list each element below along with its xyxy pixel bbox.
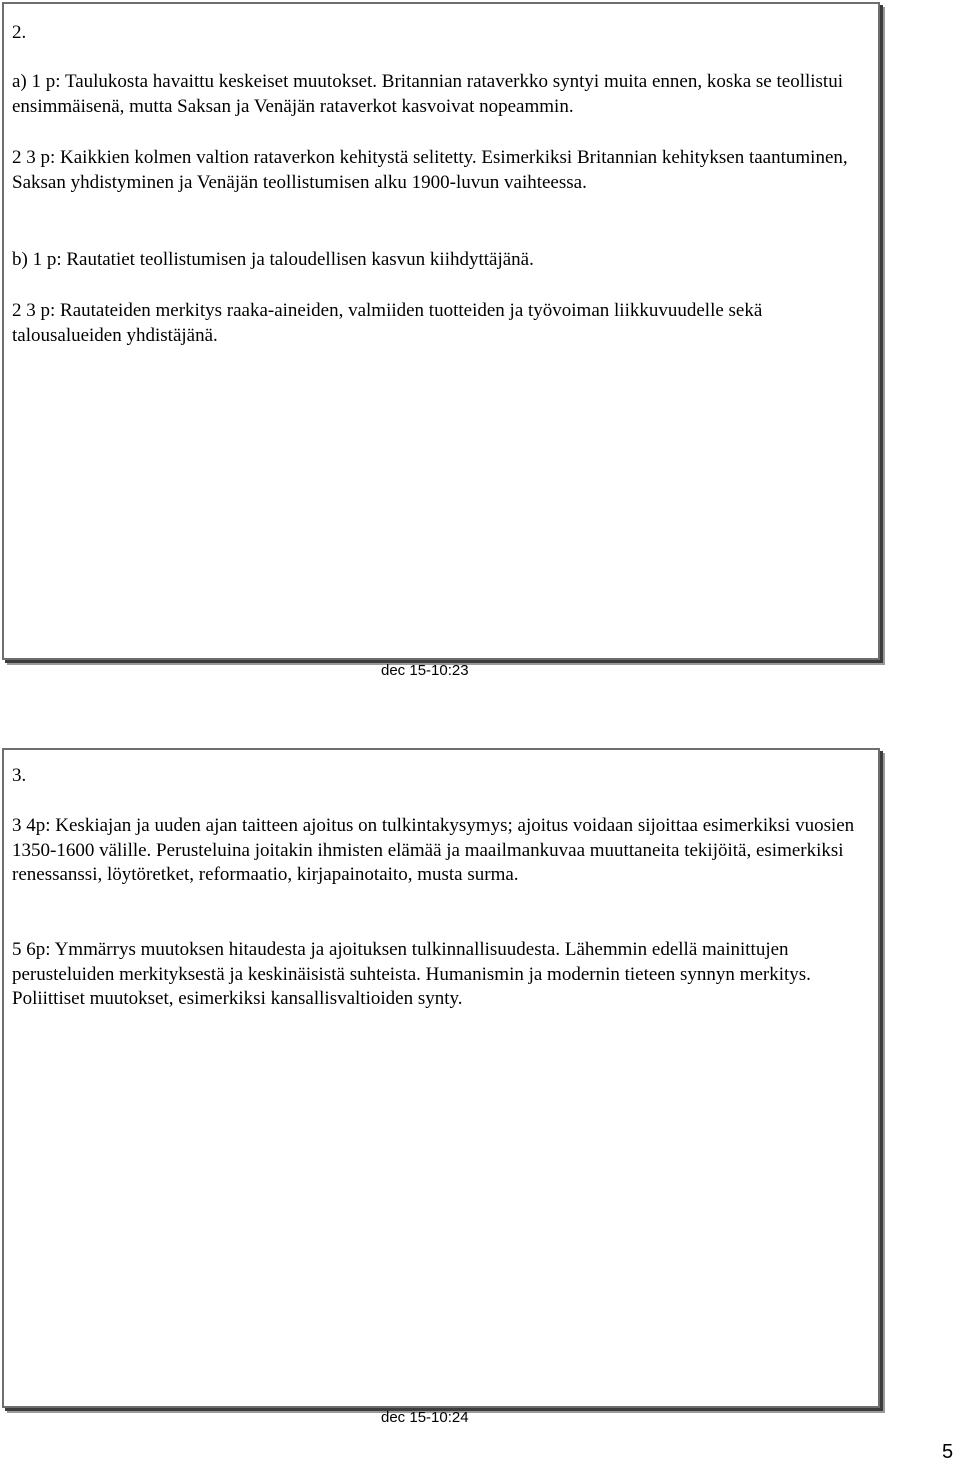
answer-paragraph-a1: a) 1 p: Taulukosta havaittu keskeiset muutokset. Britannian rataverkko syntyi muita ennen, koska se teollistui ensimmäisenä, mutta Saksan ja Venäjän rataverkot kasvoivat nopeammin. xyxy=(12,71,843,117)
answer-paragraph-b2: 2 3 p: Rautateiden merkitys raaka-aineiden, valmiiden tuotteiden ja työvoiman liikkuvuudelle sekä talousalueiden yhdistäjänä. xyxy=(12,300,763,346)
slide-timestamp: dec 15-10:23 xyxy=(381,662,469,679)
answer-paragraph-b1: b) 1 p: Rautatiet teollistumisen ja taloudellisen kasvun kiihdyttäjänä. xyxy=(12,249,534,270)
answer-paragraph-1: 3 4p: Keskiajan ja uuden ajan taitteen ajoitus on tulkintakysymys; ajoitus voidaan sijoittaa esimerkiksi vuosien 1350-1600 välille. Perusteluina joitakin ihmisten elämää ja maailmankuvaa muuttaneita tekijöitä, esimerkiksi renessanssi, löytöretket, reformaatio, kirjapainotaito, musta surma. xyxy=(12,815,855,886)
answer-paragraph-2: 5 6p: Ymmärrys muutoksen hitaudesta ja ajoituksen tulkinnallisuudesta. Lähemmin edellä mainittujen perusteluiden merkityksestä ja keskinäisistä suhteista. Humanismin ja modernin tieteen synnyn merkitys. Poliittiset muutokset, esimerkiksi kansallisvaltioiden synty. xyxy=(12,939,811,1010)
slide-2-panel xyxy=(2,2,880,660)
page-number: 5 xyxy=(942,1441,954,1463)
slide-timestamp: dec 15-10:24 xyxy=(381,1409,469,1426)
slide-number: 3. xyxy=(12,765,27,786)
answer-paragraph-a2: 2 3 p: Kaikkien kolmen valtion rataverkon kehitystä selitetty. Esimerkiksi Britannian kehityksen taantuminen, Saksan yhdistyminen ja Venäjän teollistumisen alku 1900-luvun vaihteessa. xyxy=(12,147,848,193)
slide-3-panel xyxy=(2,748,880,1408)
slide-number: 2. xyxy=(12,22,27,43)
